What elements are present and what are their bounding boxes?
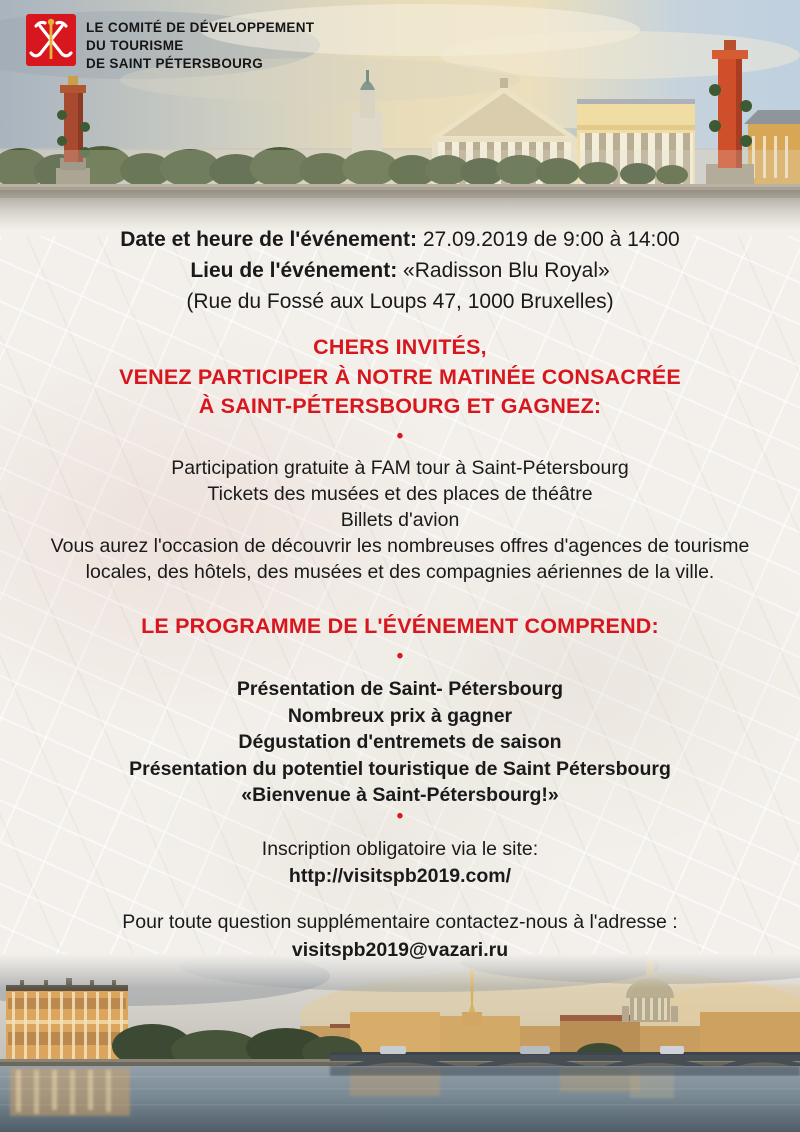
tourism-committee-logo (26, 14, 314, 73)
event-date-value: 27.09.2019 de 9:00 à 14:00 (417, 228, 680, 251)
event-date-line (0, 224, 800, 255)
event-address: (Rue du Fossé aux Loups 47, 1000 Bruxelles) (186, 290, 614, 313)
event-date-label: Date et heure de l'événement: (120, 228, 417, 251)
list-item: Tickets des musées et des places de théâtre (207, 483, 593, 505)
program-item: Dégustation d'entremets de saison (238, 731, 562, 753)
program-item: Présentation de Saint- Pétersbourg (236, 678, 564, 700)
list-item: Participation gratuite à FAM tour à Saint-Pétersbourg (171, 457, 629, 479)
invitation-heading-line: VENEZ PARTICIPER À NOTRE MATINÉE CONSACRÉE (119, 364, 681, 389)
program-item: Présentation du potentiel touristique de Saint Pétersbourg (129, 757, 671, 780)
section-bullet: • (396, 426, 404, 447)
contact-block (0, 908, 800, 964)
program-item: «Bienvenue à Saint-Pétersbourg!» (241, 784, 559, 806)
event-description: Vous aurez l'occasion de découvrir les nombreuses offres d'agences de tourisme locales, des hôtels, des musées et des compagnies aériennes de la ville. (50, 535, 750, 583)
event-info (0, 224, 800, 317)
registration-intro: Inscription obligatoire via le site: (261, 838, 539, 860)
footer-photo-neva-embankment (0, 954, 800, 1132)
prizes-list (0, 455, 800, 585)
section-bullet: • (396, 646, 404, 667)
saint-petersburg-coat-of-arms-icon (26, 14, 76, 71)
section-bullet: • (396, 806, 404, 827)
contact-intro: Pour toute question supplémentaire contactez-nous à l'adresse : (122, 911, 678, 933)
logo-wordmark (86, 14, 314, 73)
registration-block (0, 836, 800, 890)
registration-url-link[interactable]: http://visitspb2019.com/ (288, 865, 512, 887)
invitation-heading (0, 333, 800, 422)
logo-line: LE COMITÉ DE DÉVELOPPEMENT (86, 20, 315, 35)
program-list (0, 676, 800, 809)
contact-email-link[interactable]: visitspb2019@vazari.ru (291, 939, 509, 961)
event-venue-value: «Radisson Blu Royal» (397, 259, 610, 282)
list-item: Billets d'avion (340, 509, 460, 531)
program-heading: LE PROGRAMME DE L'ÉVÉNEMENT COMPREND: (141, 614, 659, 638)
logo-line: DU TOURISME (86, 38, 184, 53)
logo-line: DE SAINT PÉTERSBOURG (86, 56, 264, 71)
invitation-heading-line: CHERS INVITÉS, (313, 335, 487, 359)
invitation-heading-line: À SAINT-PÉTERSBOURG ET GAGNEZ: (198, 394, 602, 418)
event-venue-line (0, 255, 800, 286)
program-item: Nombreux prix à gagner (287, 704, 513, 727)
event-venue-label: Lieu de l'événement: (190, 259, 398, 282)
